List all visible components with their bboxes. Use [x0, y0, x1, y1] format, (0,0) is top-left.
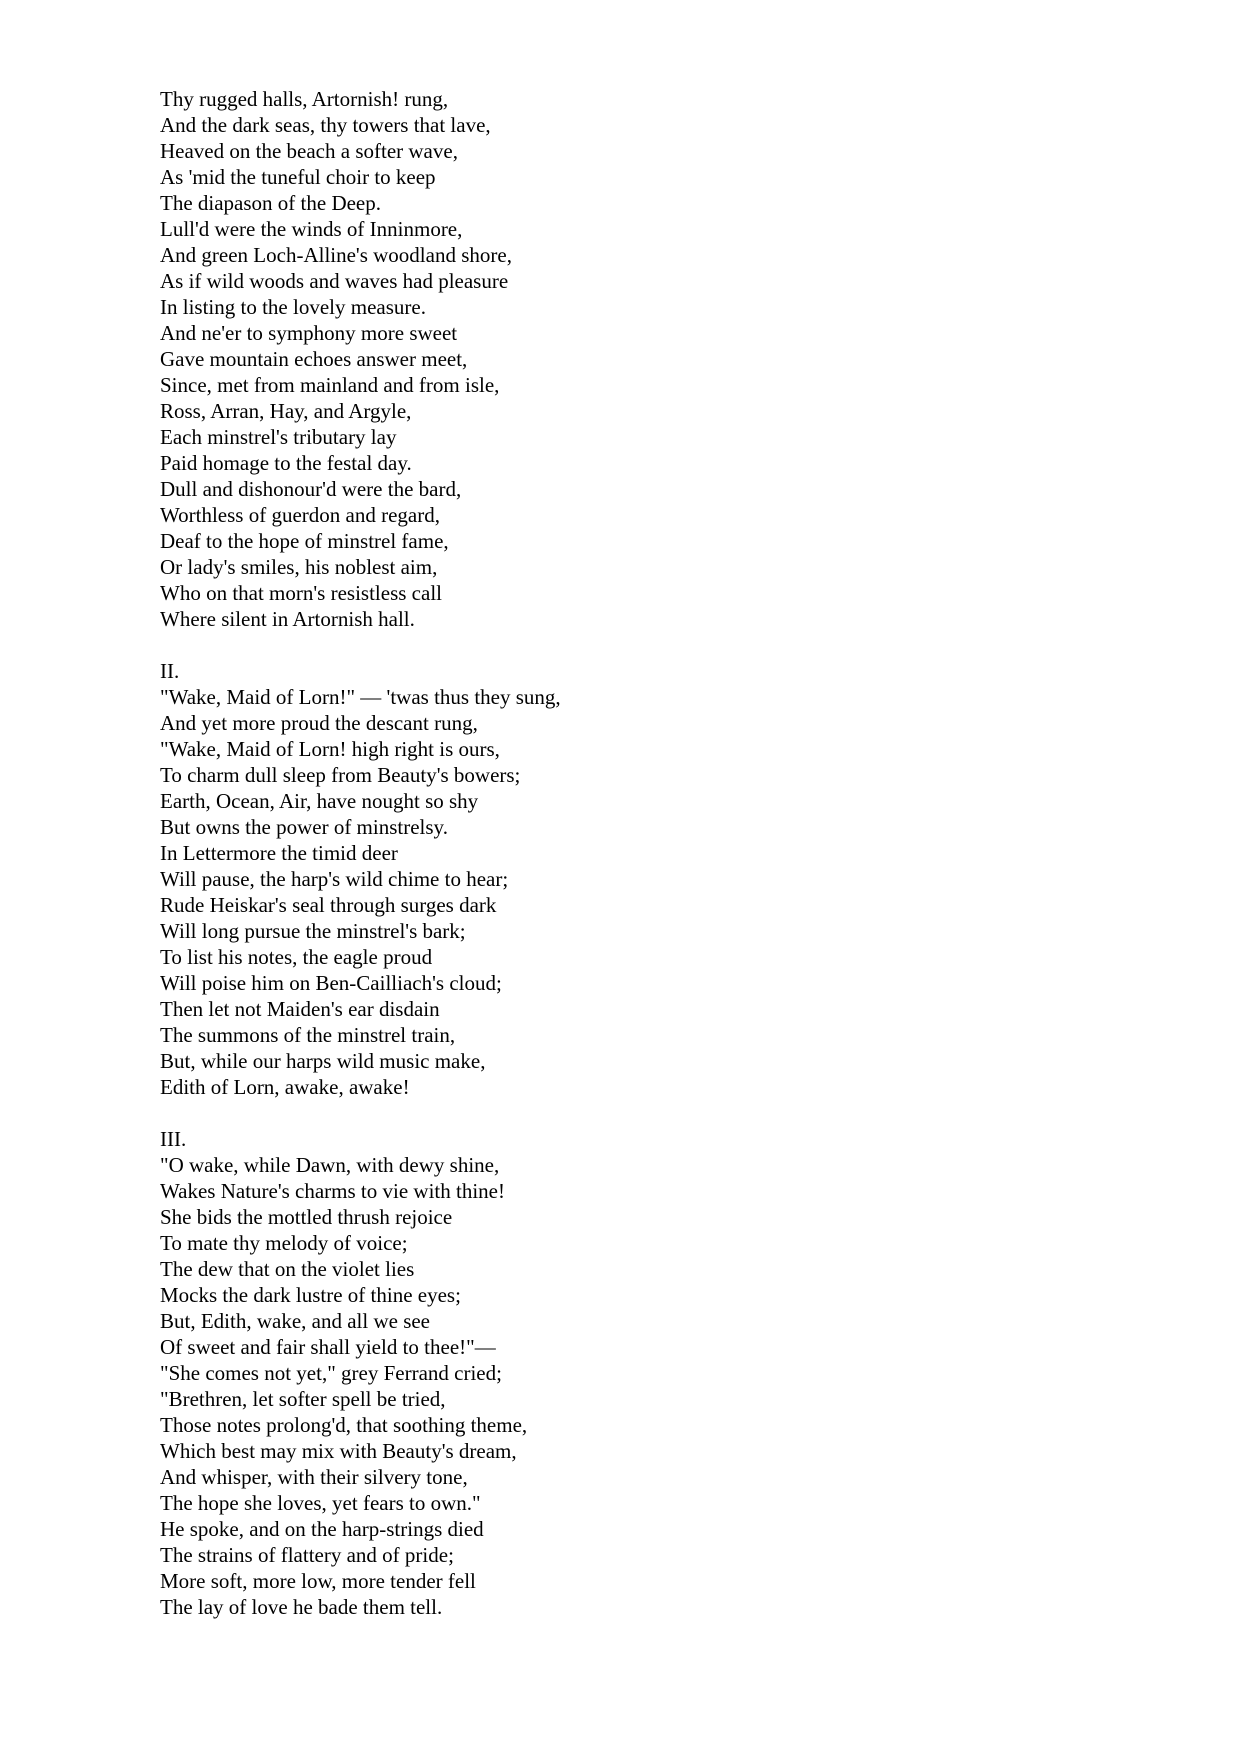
poem-line: "She comes not yet," grey Ferrand cried; — [160, 1361, 502, 1385]
poem-line: Will pause, the harp's wild chime to hear; — [160, 867, 509, 891]
poem-line: Gave mountain echoes answer meet, — [160, 347, 468, 371]
poem-line: As if wild woods and waves had pleasure — [160, 269, 509, 293]
poem-line: Which best may mix with Beauty's dream, — [160, 1439, 517, 1463]
poem-line: Lull'd were the winds of Inninmore, — [160, 217, 463, 241]
poem-line: "Wake, Maid of Lorn! high right is ours, — [160, 737, 500, 761]
poem-line: In Lettermore the timid deer — [160, 841, 398, 865]
poem-line: Heaved on the beach a softer wave, — [160, 139, 458, 163]
poem-line: He spoke, and on the harp-strings died — [160, 1517, 484, 1541]
poem-line: Will long pursue the minstrel's bark; — [160, 919, 466, 943]
poem-line: The lay of love he bade them tell. — [160, 1595, 443, 1619]
stanza-1 — [160, 86, 561, 632]
poem-line: And yet more proud the descant rung, — [160, 711, 478, 735]
poem-line: Rude Heiskar's seal through surges dark — [160, 893, 497, 917]
poem-line: To list his notes, the eagle proud — [160, 945, 433, 969]
poem-line: The diapason of the Deep. — [160, 191, 382, 215]
poem-line: And the dark seas, thy towers that lave, — [160, 113, 491, 137]
poem-line: The summons of the minstrel train, — [160, 1023, 456, 1047]
poem-line: Wakes Nature's charms to vie with thine! — [160, 1179, 505, 1203]
poem-line: Will poise him on Ben-Cailliach's cloud; — [160, 971, 502, 995]
poem-line: Deaf to the hope of minstrel fame, — [160, 529, 449, 553]
poem-line: But, Edith, wake, and all we see — [160, 1309, 431, 1333]
stanza-2 — [160, 658, 561, 1100]
poem-line: Of sweet and fair shall yield to thee!"— — [160, 1335, 496, 1359]
poem-line: Or lady's smiles, his noblest aim, — [160, 555, 438, 579]
poem-line: But, while our harps wild music make, — [160, 1049, 486, 1073]
poem-line: Edith of Lorn, awake, awake! — [160, 1075, 410, 1099]
stanza-numeral: II. — [160, 659, 180, 683]
poem-line: Each minstrel's tributary lay — [160, 425, 397, 449]
poem-line: And green Loch-Alline's woodland shore, — [160, 243, 512, 267]
poem-line: But owns the power of minstrelsy. — [160, 815, 448, 839]
poem-line: Earth, Ocean, Air, have nought so shy — [160, 789, 479, 813]
poem-line: Thy rugged halls, Artornish! rung, — [160, 87, 449, 111]
poem-line: And whisper, with their silvery tone, — [160, 1465, 468, 1489]
poem-line: The dew that on the violet lies — [160, 1257, 415, 1281]
poem-line: "Brethren, let softer spell be tried, — [160, 1387, 446, 1411]
poem-line: To mate thy melody of voice; — [160, 1231, 408, 1255]
stanza-numeral: III. — [160, 1127, 187, 1151]
poem-line: Dull and dishonour'd were the bard, — [160, 477, 462, 501]
poem-line: "Wake, Maid of Lorn!" — 'twas thus they sung, — [160, 685, 561, 709]
poem-line: Who on that morn's resistless call — [160, 581, 442, 605]
poem-line: Mocks the dark lustre of thine eyes; — [160, 1283, 461, 1307]
poem-line: And ne'er to symphony more sweet — [160, 321, 458, 345]
poem-line: "O wake, while Dawn, with dewy shine, — [160, 1153, 500, 1177]
poem-line: In listing to the lovely measure. — [160, 295, 426, 319]
poem-line: She bids the mottled thrush rejoice — [160, 1205, 453, 1229]
poem-line: The hope she loves, yet fears to own." — [160, 1491, 481, 1515]
poem-line: As 'mid the tuneful choir to keep — [160, 165, 436, 189]
stanza-3 — [160, 1126, 561, 1620]
poem-page — [160, 86, 561, 1620]
poem-line: The strains of flattery and of pride; — [160, 1543, 454, 1567]
poem-line: Ross, Arran, Hay, and Argyle, — [160, 399, 412, 423]
poem-line: Those notes prolong'd, that soothing theme, — [160, 1413, 528, 1437]
poem-line: Then let not Maiden's ear disdain — [160, 997, 440, 1021]
poem-line: Since, met from mainland and from isle, — [160, 373, 500, 397]
poem-line: Paid homage to the festal day. — [160, 451, 412, 475]
poem-line: To charm dull sleep from Beauty's bowers; — [160, 763, 521, 787]
poem-line: More soft, more low, more tender fell — [160, 1569, 476, 1593]
poem-line: Worthless of guerdon and regard, — [160, 503, 440, 527]
poem-line: Where silent in Artornish hall. — [160, 607, 415, 631]
